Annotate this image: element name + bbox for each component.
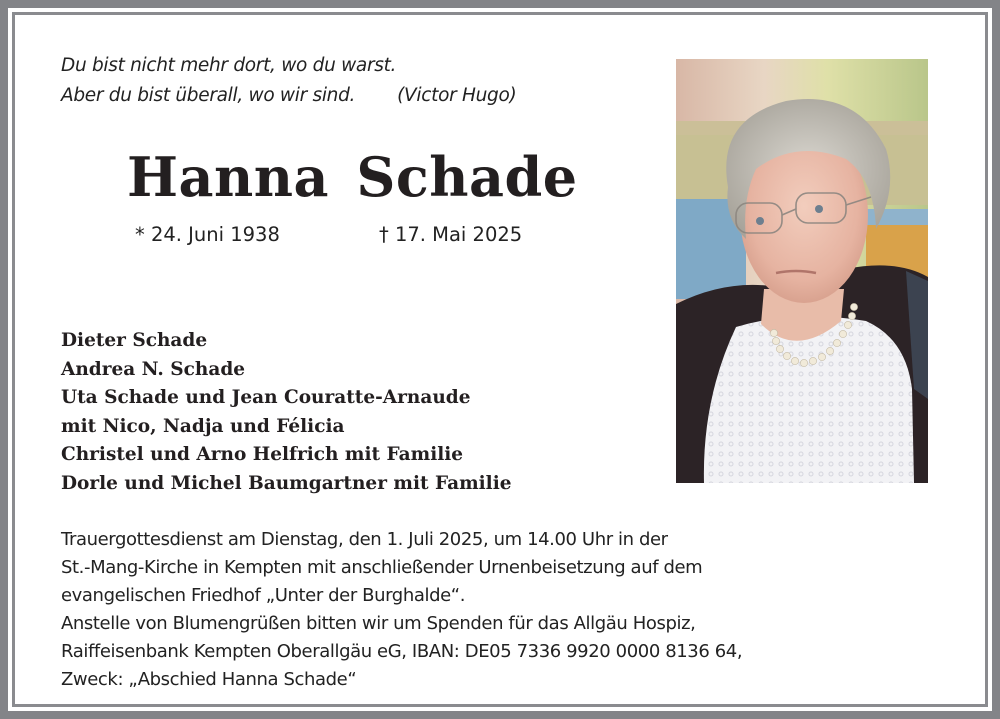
mourner-line: Dieter Schade: [61, 330, 208, 351]
mourner-line: Uta Schade und Jean Couratte-Arnaude: [61, 387, 471, 408]
service-details: [61, 526, 742, 694]
quote-line-2: [61, 81, 516, 111]
death-date: † 17. Mai 2025: [379, 223, 523, 246]
life-dates: [135, 223, 523, 246]
mourner-line: Andrea N. Schade: [61, 358, 246, 380]
birth-date: * 24. Juni 1938: [135, 223, 280, 246]
obituary-content: [12, 12, 988, 707]
portrait-photo: [676, 59, 928, 483]
service-line: St.-Mang-Kirche in Kempten mit anschließender Urnenbeisetzung auf dem: [61, 557, 703, 578]
quote-author: (Victor Hugo): [397, 85, 517, 106]
mourner-line: Dorle und Michel Baumgartner mit Familie: [61, 472, 512, 494]
donation-purpose-line: Zweck: „Abschied Hanna Schade“: [61, 669, 357, 690]
quote-line-2-text: Aber du bist überall, wo wir sind.: [61, 85, 356, 106]
service-line: evangelischen Friedhof „Unter der Burghalde“.: [61, 585, 466, 606]
mourners-list: [61, 327, 512, 498]
donation-line: Anstelle von Blumengrüßen bitten wir um Spenden für das Allgäu Hospiz,: [61, 613, 696, 634]
service-line: Trauergottesdienst am Dienstag, den 1. Juli 2025, um 14.00 Uhr in der: [61, 529, 668, 550]
quote-line-1: Du bist nicht mehr dort, wo du warst.: [61, 55, 397, 76]
mourner-line: Christel und Arno Helfrich mit Familie: [61, 444, 464, 465]
memorial-quote: [61, 51, 516, 111]
deceased-name: Hanna Schade: [127, 145, 578, 209]
obituary-frame: [8, 8, 992, 711]
mourner-line: mit Nico, Nadja und Félicia: [61, 415, 345, 437]
bank-details-line: Raiffeisenbank Kempten Oberallgäu eG, IBAN: DE05 7336 9920 0000 8136 64,: [61, 641, 743, 662]
portrait-image: [676, 59, 928, 483]
